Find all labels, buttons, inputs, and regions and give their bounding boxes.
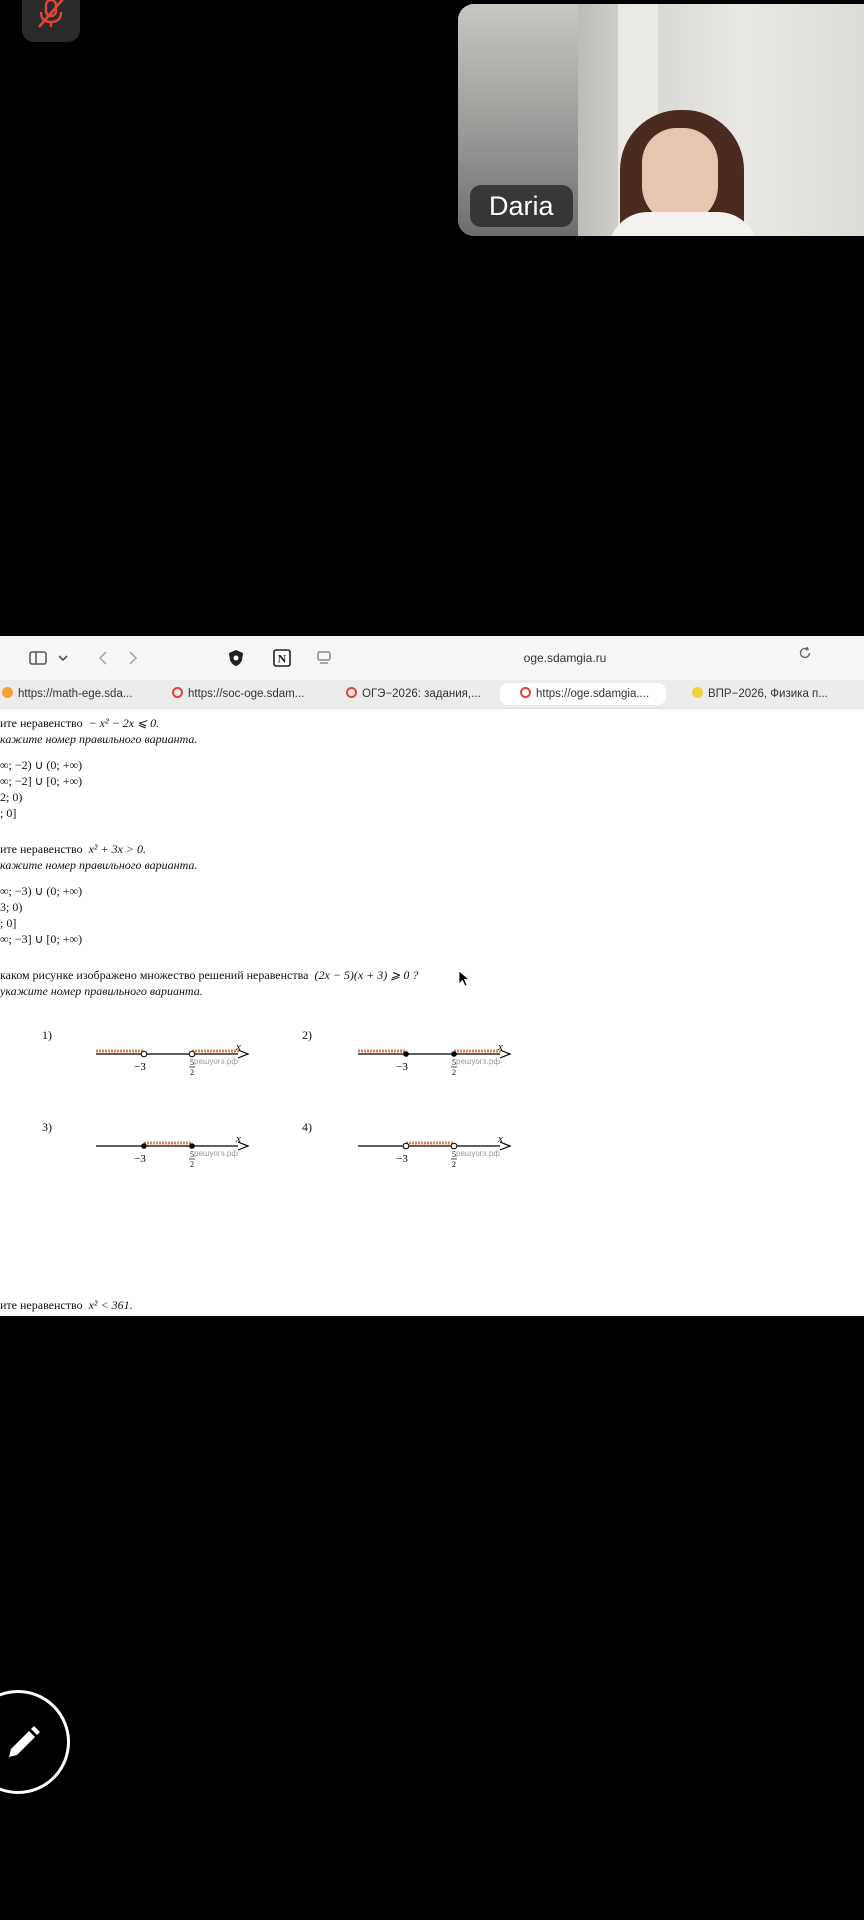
svg-text:N: N [277,651,287,666]
tick-label: 5 [452,1150,456,1159]
notion-icon[interactable] [272,646,292,670]
axis-label: x [236,1041,241,1053]
tick-label: −3 [396,1061,408,1073]
number-line-figure-1 [92,1040,252,1084]
q1-option[interactable]: ∞; −2] ∪ [0; +∞) [0,774,83,788]
q1-option[interactable]: 2; 0) [0,790,23,804]
q2-prompt: ите неравенство x² + 3x > 0. [0,842,147,856]
mouse-cursor-icon [458,970,470,988]
figure-label[interactable]: 2) [302,1028,312,1042]
participant-shirt [608,212,758,236]
q2-instruction: кажите номер правильного варианта. [0,858,198,872]
tick-label: 5 [190,1150,194,1159]
privacy-shield-icon[interactable] [226,646,246,670]
shared-screen-browser [0,636,864,1316]
browser-toolbar [0,636,864,681]
figure-label[interactable]: 4) [302,1120,312,1134]
tick-label: −3 [134,1153,146,1165]
figure-label[interactable]: 3) [42,1120,52,1134]
tab-bar [0,680,864,709]
figure-label[interactable]: 1) [42,1028,52,1042]
annotate-button[interactable] [0,1690,70,1794]
q2-option[interactable]: 3; 0) [0,900,23,914]
forward-icon[interactable] [126,646,140,670]
axis-label: x [236,1133,241,1145]
tick-label: 2 [452,1068,456,1077]
tick-label: 2 [452,1160,456,1169]
tab-vpr-2026[interactable]: ВПР−2026, Физика п... [692,683,864,705]
chevron-down-icon[interactable] [56,646,70,670]
tick-label: 2 [190,1160,194,1169]
q2-option[interactable]: ∞; −3) ∪ (0; +∞) [0,884,83,898]
back-icon[interactable] [96,646,110,670]
q3-prompt: каком рисунке изображено множество решений неравенства (2x − 5)(x + 3) ⩾ 0 ? [0,968,419,982]
number-line-figure-4 [354,1132,514,1176]
tick-label: 5 [452,1058,456,1067]
axis-label: x [498,1041,503,1053]
favicon-icon [692,687,703,698]
q2-option[interactable]: ; 0] [0,916,17,930]
participant-name-tag: Daria [470,185,573,227]
participant-face [642,128,718,224]
tick-label: −3 [396,1153,408,1165]
q1-option[interactable]: ; 0] [0,806,17,820]
reload-icon[interactable] [798,646,812,664]
address-bar[interactable]: oge.sdamgia.ru [523,651,607,665]
tab-math-ege[interactable]: https://math-ege.sda... [2,683,142,705]
watermark: решуогэ.рф [194,1149,238,1158]
tick-label: 2 [190,1068,194,1077]
tick-label: −3 [134,1061,146,1073]
q2-option[interactable]: ∞; −3] ∪ [0; +∞) [0,932,83,946]
axis-label: x [498,1133,503,1145]
watermark: решуогэ.рф [194,1057,238,1066]
q1-option[interactable]: ∞; −2) ∪ (0; +∞) [0,758,83,772]
extension-icon[interactable] [314,646,334,670]
watermark: решуогэ.рф [456,1057,500,1066]
favicon-icon [2,687,13,698]
sidebar-icon[interactable] [28,646,48,670]
favicon-icon [346,687,357,698]
q3-instruction: укажите номер правильного варианта. [0,984,203,998]
favicon-icon [520,687,531,698]
pencil-icon [3,1723,43,1763]
number-line-figure-2 [354,1040,514,1084]
participant-video[interactable] [458,4,864,236]
tab-soc-oge[interactable]: https://soc-oge.sdam... [172,683,320,705]
mic-muted-icon [34,0,68,30]
page-content [0,708,864,1316]
watermark: решуогэ.рф [456,1149,500,1158]
tab-oge-2026[interactable]: ОГЭ−2026: задания,... [346,683,492,705]
q1-instruction: кажите номер правильного варианта. [0,732,198,746]
number-line-figure-3 [92,1132,252,1176]
mute-button[interactable] [22,0,80,42]
tab-oge-sdamgia-active[interactable]: https://oge.sdamgia.... [500,683,666,705]
favicon-icon [172,687,183,698]
tick-label: 5 [190,1058,194,1067]
q1-prompt: ите неравенство − x² − 2x ⩽ 0. [0,716,160,730]
q4-prompt: ите неравенство x² < 361. [0,1298,133,1312]
